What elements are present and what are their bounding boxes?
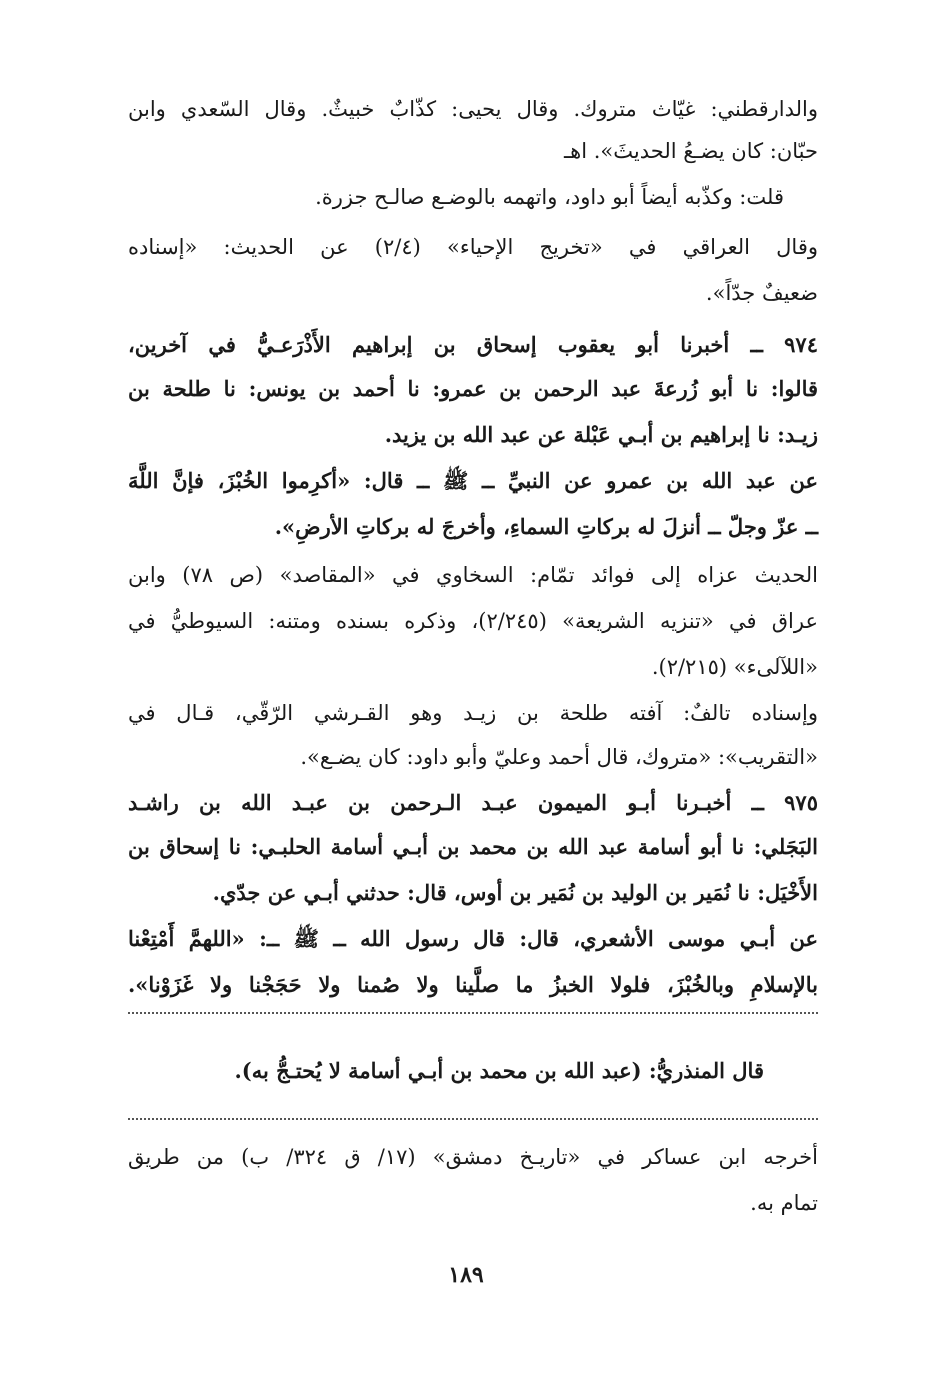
dotted-separator: [128, 1012, 818, 1016]
text-line: حبّان: كان يضـعُ الحديثَ». اهـ: [564, 139, 818, 163]
text-line: قلت: وكذّبه أيضاً أبو داود، واتهمه بالوضـع صالـح جزرة.: [315, 185, 784, 209]
text-line: وقال العراقي في «تخريج الإحياء» (٢/٤) عن الحديث: «إسناده: [128, 235, 818, 259]
hadith-975-line: بالإسلامِ وبالخُبْزَ، فلولا الخبزُ ما صلَّينا ولا صُمنا ولا حَجَجْنا ولا غَزَوْنا».: [128, 972, 818, 997]
text-line: عراق في «تنزيه الشريعة» (٢/٢٤٥)، وذكره بسنده ومتنه: السيوطيُّ في: [128, 609, 818, 633]
text-line: «اللآلىء» (٢/٢١٥).: [651, 655, 818, 679]
hadith-974-line: ٩٧٤ ــ أخبرنا أبو يعقوب إسحاق بن إبراهيم الأَذْرَعـيُّ في آخرين،: [128, 332, 818, 357]
dotted-separator: [128, 1118, 818, 1122]
page-number: ١٨٩: [448, 1262, 484, 1288]
hadith-974-line: ــ عزّ وجلّ ــ أنزلَ له بركاتِ السماءِ، وأخرجَ له بركاتِ الأرضِ».: [274, 514, 818, 539]
mundhiri-quote: قال المنذريُّ: (عبد الله بن محمد بن أبـي أسامة لا يُحتـجُّ به).: [234, 1058, 764, 1083]
text-line: وإسناده تالفٌ: آفته طلحة بن زيـد وهو القـرشي الرّقّي، قـال في: [128, 701, 818, 725]
text-line: تمام به.: [750, 1191, 818, 1215]
hadith-974-line: عن عبد الله بن عمرو عن النبيِّ ــ ﷺ ــ قال: «أكرِموا الخُبْزَ، فإنَّ اللَّهَ: [128, 468, 818, 493]
text-line: أخرجه ابن عساكر في «تاريـخ دمشق» (١٧/ ق ٣٢٤/ ب) من طريق: [128, 1145, 818, 1169]
text-line: الحديث عزاه إلى فوائد تمّام: السخاوي في «المقاصد» (ص ٧٨) وابن: [128, 563, 818, 587]
text-line: ضعيفٌ جدّاً».: [705, 281, 818, 305]
hadith-975-line: الأَخْيَل: نا نُمَير بن الوليد بن نُمَير بن أوس، قال: حدثني أبـي عن جدّي.: [212, 880, 818, 905]
hadith-974-line: زيـد: نا إبراهيم بن أبـي عَبْلة عن عبد الله بن يزيد.: [384, 422, 818, 447]
text-line: والدارقطني: غيّاث متروك. وقال يحيى: كذّابٌ خبيثٌ. وقال السّعدي وابن: [128, 97, 818, 121]
text-line: «التقريب»: «متروك، قال أحمد وعليّ وأبو داود: كان يضـع».: [300, 745, 818, 769]
hadith-975-line: عن أبـي موسى الأشعري، قال: قال رسول الله ــ ﷺ ــ: «اللهمَّ أَمْتِعْنا: [128, 926, 818, 951]
hadith-975-line: ٩٧٥ ــ أخبـرنا أبـو الميمون عبـد الـرحمن بن عبـد الله بن راشـد: [128, 790, 818, 815]
hadith-975-line: البَجَلي: نا أبو أسامة عبد الله بن محمد بن أبـي أسامة الحلبـي: نا إسحاق بن: [128, 834, 818, 859]
hadith-974-line: قالوا: نا أبو زُرعةَ عبد الرحمن بن عمرو: نا أحمد بن يونس: نا طلحة بن: [128, 376, 818, 401]
